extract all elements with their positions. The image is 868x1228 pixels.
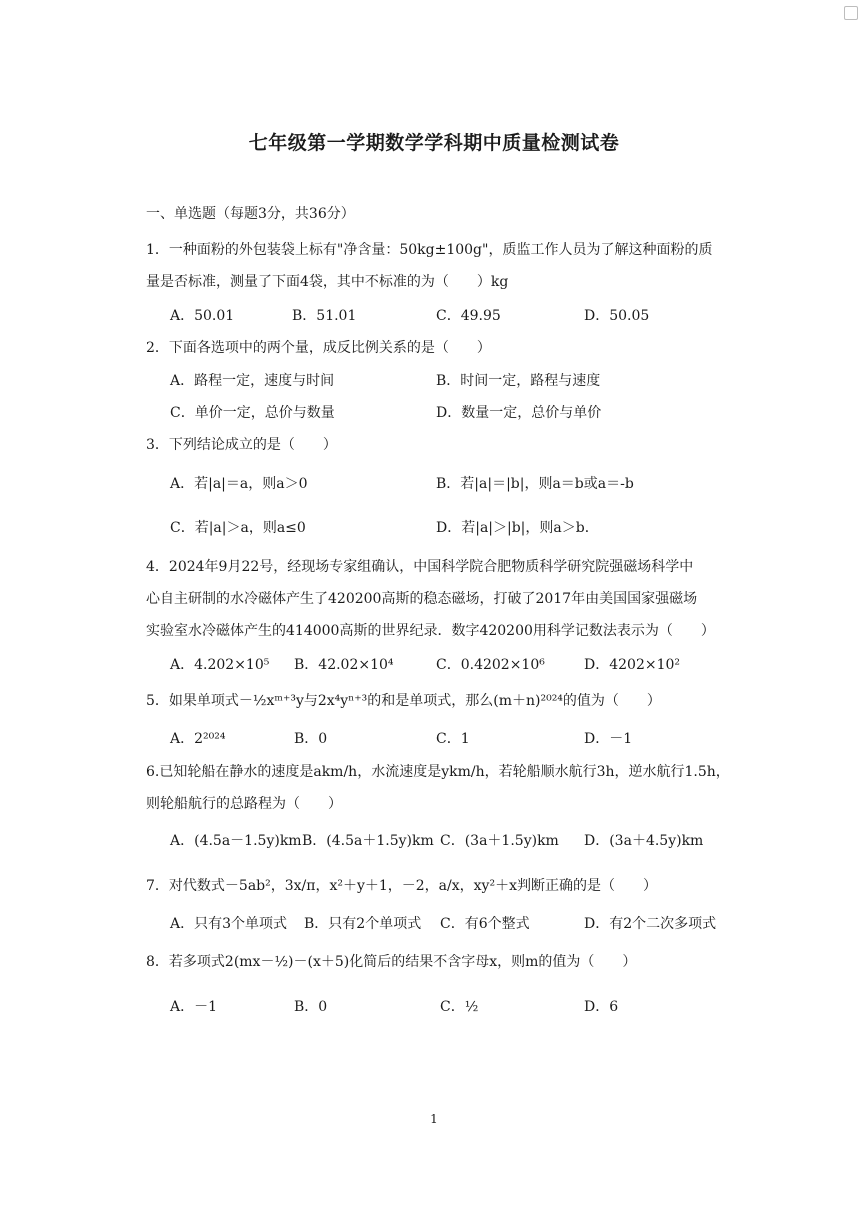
- question-4-option-b: B．42.02×10⁴: [294, 657, 394, 673]
- question-6-option-c: C．(3a＋1.5y)km: [440, 833, 559, 849]
- question-6-line-1: 6.已知轮船在静水的速度是akm/h，水流速度是ykm/h，若轮船顺水航行3h，逆水航行1.5h，: [146, 764, 730, 780]
- question-8-option-d: D．6: [584, 999, 619, 1015]
- question-3-option-b: B．若|a|＝|b|，则a＝b或a＝-b: [436, 476, 634, 492]
- question-5-option-d: D．－1: [584, 731, 633, 747]
- question-6-option-a: A．(4.5a－1.5y)km: [170, 833, 302, 849]
- question-4-option-a: A．4.202×10⁵: [170, 657, 270, 673]
- question-6-line-2: 则轮船航行的总路程为（ ）: [146, 796, 342, 812]
- question-1-line-1: 1．一种面粉的外包装袋上标有"净含量：50kg±100g"，质监工作人员为了解这种面粉的质: [146, 242, 713, 258]
- question-7-line-1: 7．对代数式－5ab²，3x/π，x²＋y＋1，－2，a/x，xy²＋x判断正确的是（ ）: [146, 878, 657, 894]
- question-4-line-1: 4．2024年9月22号，经现场专家组确认，中国科学院合肥物质科学研究院强磁场科学中: [146, 559, 694, 575]
- question-4-option-c: C．0.4202×10⁶: [436, 657, 545, 673]
- question-3-option-a: A．若|a|＝a，则a＞0: [170, 476, 308, 492]
- question-8-line-1: 8．若多项式2(mx－½)－(x＋5)化简后的结果不含字母x，则m的值为（ ）: [146, 954, 637, 970]
- question-4-line-2: 心自主研制的水冷磁体产生了420200高斯的稳态磁场，打破了2017年由美国国家强磁场: [146, 591, 698, 607]
- question-6-option-d: D．(3a＋4.5y)km: [584, 833, 704, 849]
- question-2-option-b: B．时间一定，路程与速度: [436, 373, 601, 389]
- question-1-option-d: D．50.05: [584, 308, 650, 324]
- page-title: 七年级第一学期数学学科期中质量检测试卷: [248, 132, 620, 154]
- page-number: 1: [430, 1112, 438, 1126]
- question-5-line-1: 5．如果单项式－½xᵐ⁺³y与2x⁴yⁿ⁺³的和是单项式，那么(m＋n)²⁰²⁴的值为（ ）: [146, 693, 661, 709]
- question-8-option-c: C．½: [440, 999, 479, 1015]
- question-1-option-c: C．49.95: [436, 308, 501, 324]
- question-1-line-2: 量是否标准，测量了下面4袋，其中不标准的为（ ）kg: [146, 274, 509, 290]
- question-7-option-b: B．只有2个单项式: [304, 916, 422, 932]
- corner-mark-icon: [844, 6, 858, 20]
- question-3-line-1: 3．下列结论成立的是（ ）: [146, 437, 337, 453]
- question-1-option-b: B．51.01: [292, 308, 357, 324]
- question-1-option-a: A．50.01: [170, 308, 235, 324]
- question-4-line-3: 实验室水冷磁体产生的414000高斯的世界纪录．数字420200用科学记数法表示为（ ）: [146, 623, 715, 639]
- question-5-option-b: B．0: [294, 731, 328, 747]
- question-5-option-c: C．1: [436, 731, 470, 747]
- question-8-option-b: B．0: [294, 999, 328, 1015]
- question-5-option-a: A．2²⁰²⁴: [170, 731, 226, 747]
- question-2-option-c: C．单价一定，总价与数量: [170, 405, 335, 421]
- section-heading: 一、单选题（每题3分，共36分）: [146, 206, 355, 222]
- question-2-line-1: 2．下面各选项中的两个量，成反比例关系的是（ ）: [146, 340, 491, 356]
- question-6-option-b: B．(4.5a＋1.5y)km: [302, 833, 434, 849]
- question-4-option-d: D．4202×10²: [584, 657, 681, 673]
- question-3-option-d: D．若|a|＞|b|，则a＞b．: [436, 520, 599, 536]
- question-2-option-a: A．路程一定，速度与时间: [170, 373, 335, 389]
- question-7-option-d: D．有2个二次多项式: [584, 916, 717, 932]
- question-2-option-d: D．数量一定，总价与单价: [436, 405, 602, 421]
- question-3-option-c: C．若|a|＞a，则a≤0: [170, 520, 306, 536]
- question-8-option-a: A．－1: [170, 999, 218, 1015]
- question-7-option-a: A．只有3个单项式: [170, 916, 288, 932]
- question-7-option-c: C．有6个整式: [440, 916, 530, 932]
